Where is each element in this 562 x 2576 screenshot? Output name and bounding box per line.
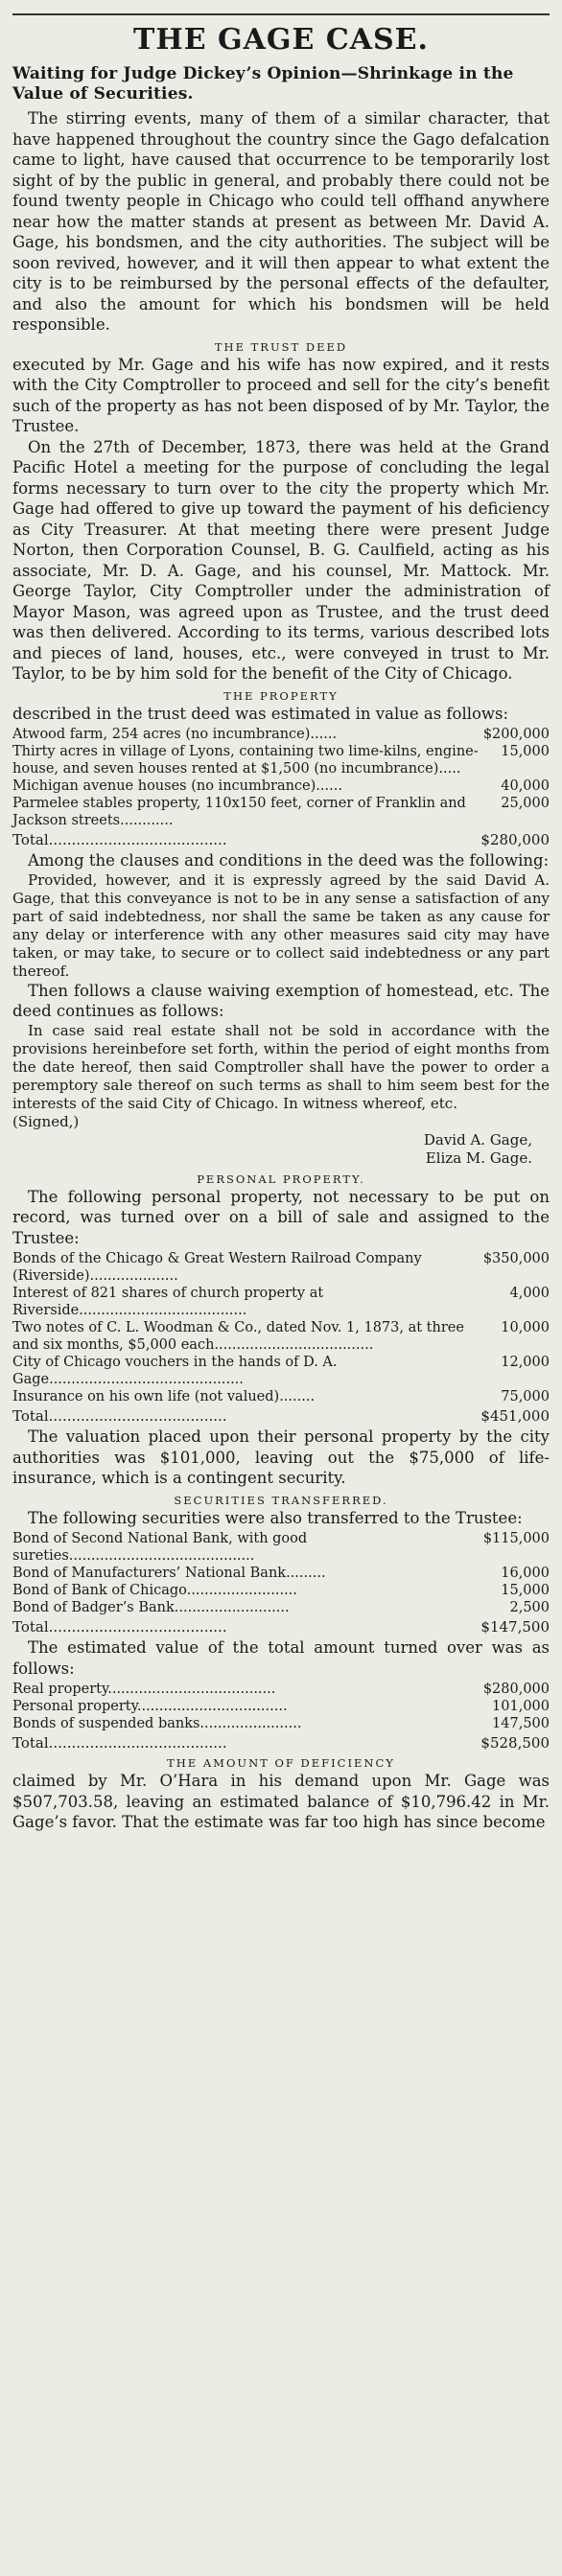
section-heading-property: THE PROPERTY [223,688,339,703]
property-ledger [12,726,550,848]
ledger-row: Bonds of suspended banks....................... 147,500 [12,1716,550,1731]
ledger-total: Total....................................... $147,500 [12,1618,550,1636]
ledger-row: Parmelee stables property, 110x150 feet, corner of Franklin and Jackson streets............ 25,000 [12,796,550,828]
top-rule [12,13,550,15]
signature-block [12,1113,550,1168]
ledger-total: Total....................................... $451,000 [12,1407,550,1425]
ledger-row: Bond of Badger’s Bank.......................... 2,500 [12,1600,550,1615]
quote-proviso: Provided, however, and it is expressly agreed by the said David A. Gage, that this conveyance is not to be in any sense a satisfaction of any part of said indebtedness, nor shall the same be taken as any cause for any delay or interference with any other measures said city may have taken, or may take, to secure or to collect said indebtedness or any part thereof. [12,870,550,980]
paragraph-valuation: The valuation placed upon their personal property by the city authorities was $101,000, leaving out the $75,000 of life-insurance, which is a contingent security. [12,1427,550,1487]
ledger-row: Bonds of the Chicago & Great Western Railroad Company (Riverside).................... $350,000 [12,1251,550,1284]
news-column [12,0,550,1833]
paragraph-trust-deed: executed by Mr. Gage and his wife has now expired, and it rests with the City Comptroller to proceed and sell for the city’s benefit such of the property as has not been disposed of by Mr. Taylor, the Trustee. [12,355,550,435]
signer-2: Eliza M. Gage. [425,1149,532,1167]
article-title: THE GAGE CASE. [133,23,429,57]
paragraph-intro: The stirring events, many of them of a similar character, that have happened throughout the country since the Gago defalcation came to light, have caused that occurrence to be temporarily lost sight of by the public in general, and probably there could not be found twenty people in Chicago who could tell offhand anywhere near how the matter stands at present as between Mr. David A. Gage, his bondsmen, and the city authorities. The subject will be soon revived, however, and it will then appear to what extent the city is to be reimbursed by the personal effects of the defaulter, and also the amount for which his bondsmen will be held responsible. [12,109,550,334]
paragraph-homestead: Then follows a clause waiving exemption of homestead, etc. The deed continues as follows: [12,981,550,1020]
ledger-row: Bond of Manufacturers’ National Bank......... 16,000 [12,1566,550,1581]
ledger-row: Bond of Second National Bank, with good sureties.......................................... $115,000 [12,1531,550,1564]
personal-ledger [12,1250,550,1425]
ledger-total: Total....................................... $528,500 [12,1734,550,1752]
ledger-row: Real property...................................... $280,000 [12,1682,550,1697]
ledger-row: Thirty acres in village of Lyons, containing two lime-kilns, engine-house, and seven houses rented at $1,500 (no incumbrance)..... 15,000 [12,744,550,777]
article-subhead: Waiting for Judge Dickey’s Opinion—Shrinkage in the Value of Securities. [12,64,514,104]
summary-ledger [12,1681,550,1752]
ledger-row: Atwood farm, 254 acres (no incumbrance)...... $200,000 [12,727,550,742]
quote-sale-clause: In case said real estate shall not be sold in accordance with the provisions hereinbefore set forth, within the period of eight months from the date hereof, then said Comptroller shall have the power to order a peremptory sale thereof on such terms as shall to him seem best for the interests of the said City of Chicago. In witness whereof, etc. [12,1021,550,1112]
paragraph-securities: The following securities were also transferred to the Trustee: [28,1508,523,1527]
ledger-row: Bond of Bank of Chicago......................... 15,000 [12,1583,550,1598]
paragraph-deficiency: claimed by Mr. O’Hara in his demand upon Mr. Gage was $507,703.58, leaving an estimated balance of $10,796.42 in Mr. Gage’s favor. That the estimate was far too high has since become [12,1772,550,1831]
paragraph-estimated: The estimated value of the total amount turned over was as follows: [12,1638,550,1678]
paragraph-clauses: Among the clauses and conditions in the deed was the following: [28,851,550,870]
ledger-row: Michigan avenue houses (no incumbrance)...... 40,000 [12,778,550,794]
ledger-row: Two notes of C. L. Woodman & Co., dated Nov. 1, 1873, at three and six months, $5,000 each.................................... 10,000 [12,1320,550,1353]
securities-ledger [12,1530,550,1636]
paragraph-meeting: On the 27th of December, 1873, there was held at the Grand Pacific Hotel a meeting for the purpose of concluding the legal forms necessary to turn over to the city the property which Mr. Gage had offered to give up toward the payment of his deficiency as City Treasurer. At that meeting there were present Judge Norton, then Corporation Counsel, B. G. Caulfield, acting as his associate, Mr. D. A. Gage, and his counsel, Mr. Mattock. Mr. George Taylor, City Comptroller under the administration of Mayor Mason, was agreed upon as Trustee, and the trust deed was then delivered. According to its terms, various described lots and pieces of land, houses, etc., were conveyed in trust to Mr. Taylor, to be by him sold for the benefit of the City of Chicago. [12,437,550,683]
ledger-row: Personal property.................................. 101,000 [12,1699,550,1714]
signed-label: (Signed,) [12,1112,80,1130]
paragraph-property-intro: described in the trust deed was estimated in value as follows: [12,704,509,723]
section-heading-securities: SECURITIES TRANSFERRED. [174,1493,388,1507]
section-heading-deficiency: THE AMOUNT OF DEFICIENCY [167,1756,395,1770]
ledger-row: Insurance on his own life (not valued)........ 75,000 [12,1389,550,1404]
section-heading-trust-deed: THE TRUST DEED [214,339,348,354]
section-heading-personal: PERSONAL PROPERTY. [197,1172,365,1186]
paragraph-personal: The following personal property, not necessary to be put on record, was turned over on a bill of sale and assigned to the Trustee: [12,1187,550,1247]
signer-1: David A. Gage, [423,1130,532,1149]
ledger-row: Interest of 821 shares of church property at Riverside...................................... 4,000 [12,1286,550,1318]
ledger-total: Total....................................... $280,000 [12,831,550,848]
ledger-row: City of Chicago vouchers in the hands of D. A. Gage............................................ 12,000 [12,1355,550,1387]
